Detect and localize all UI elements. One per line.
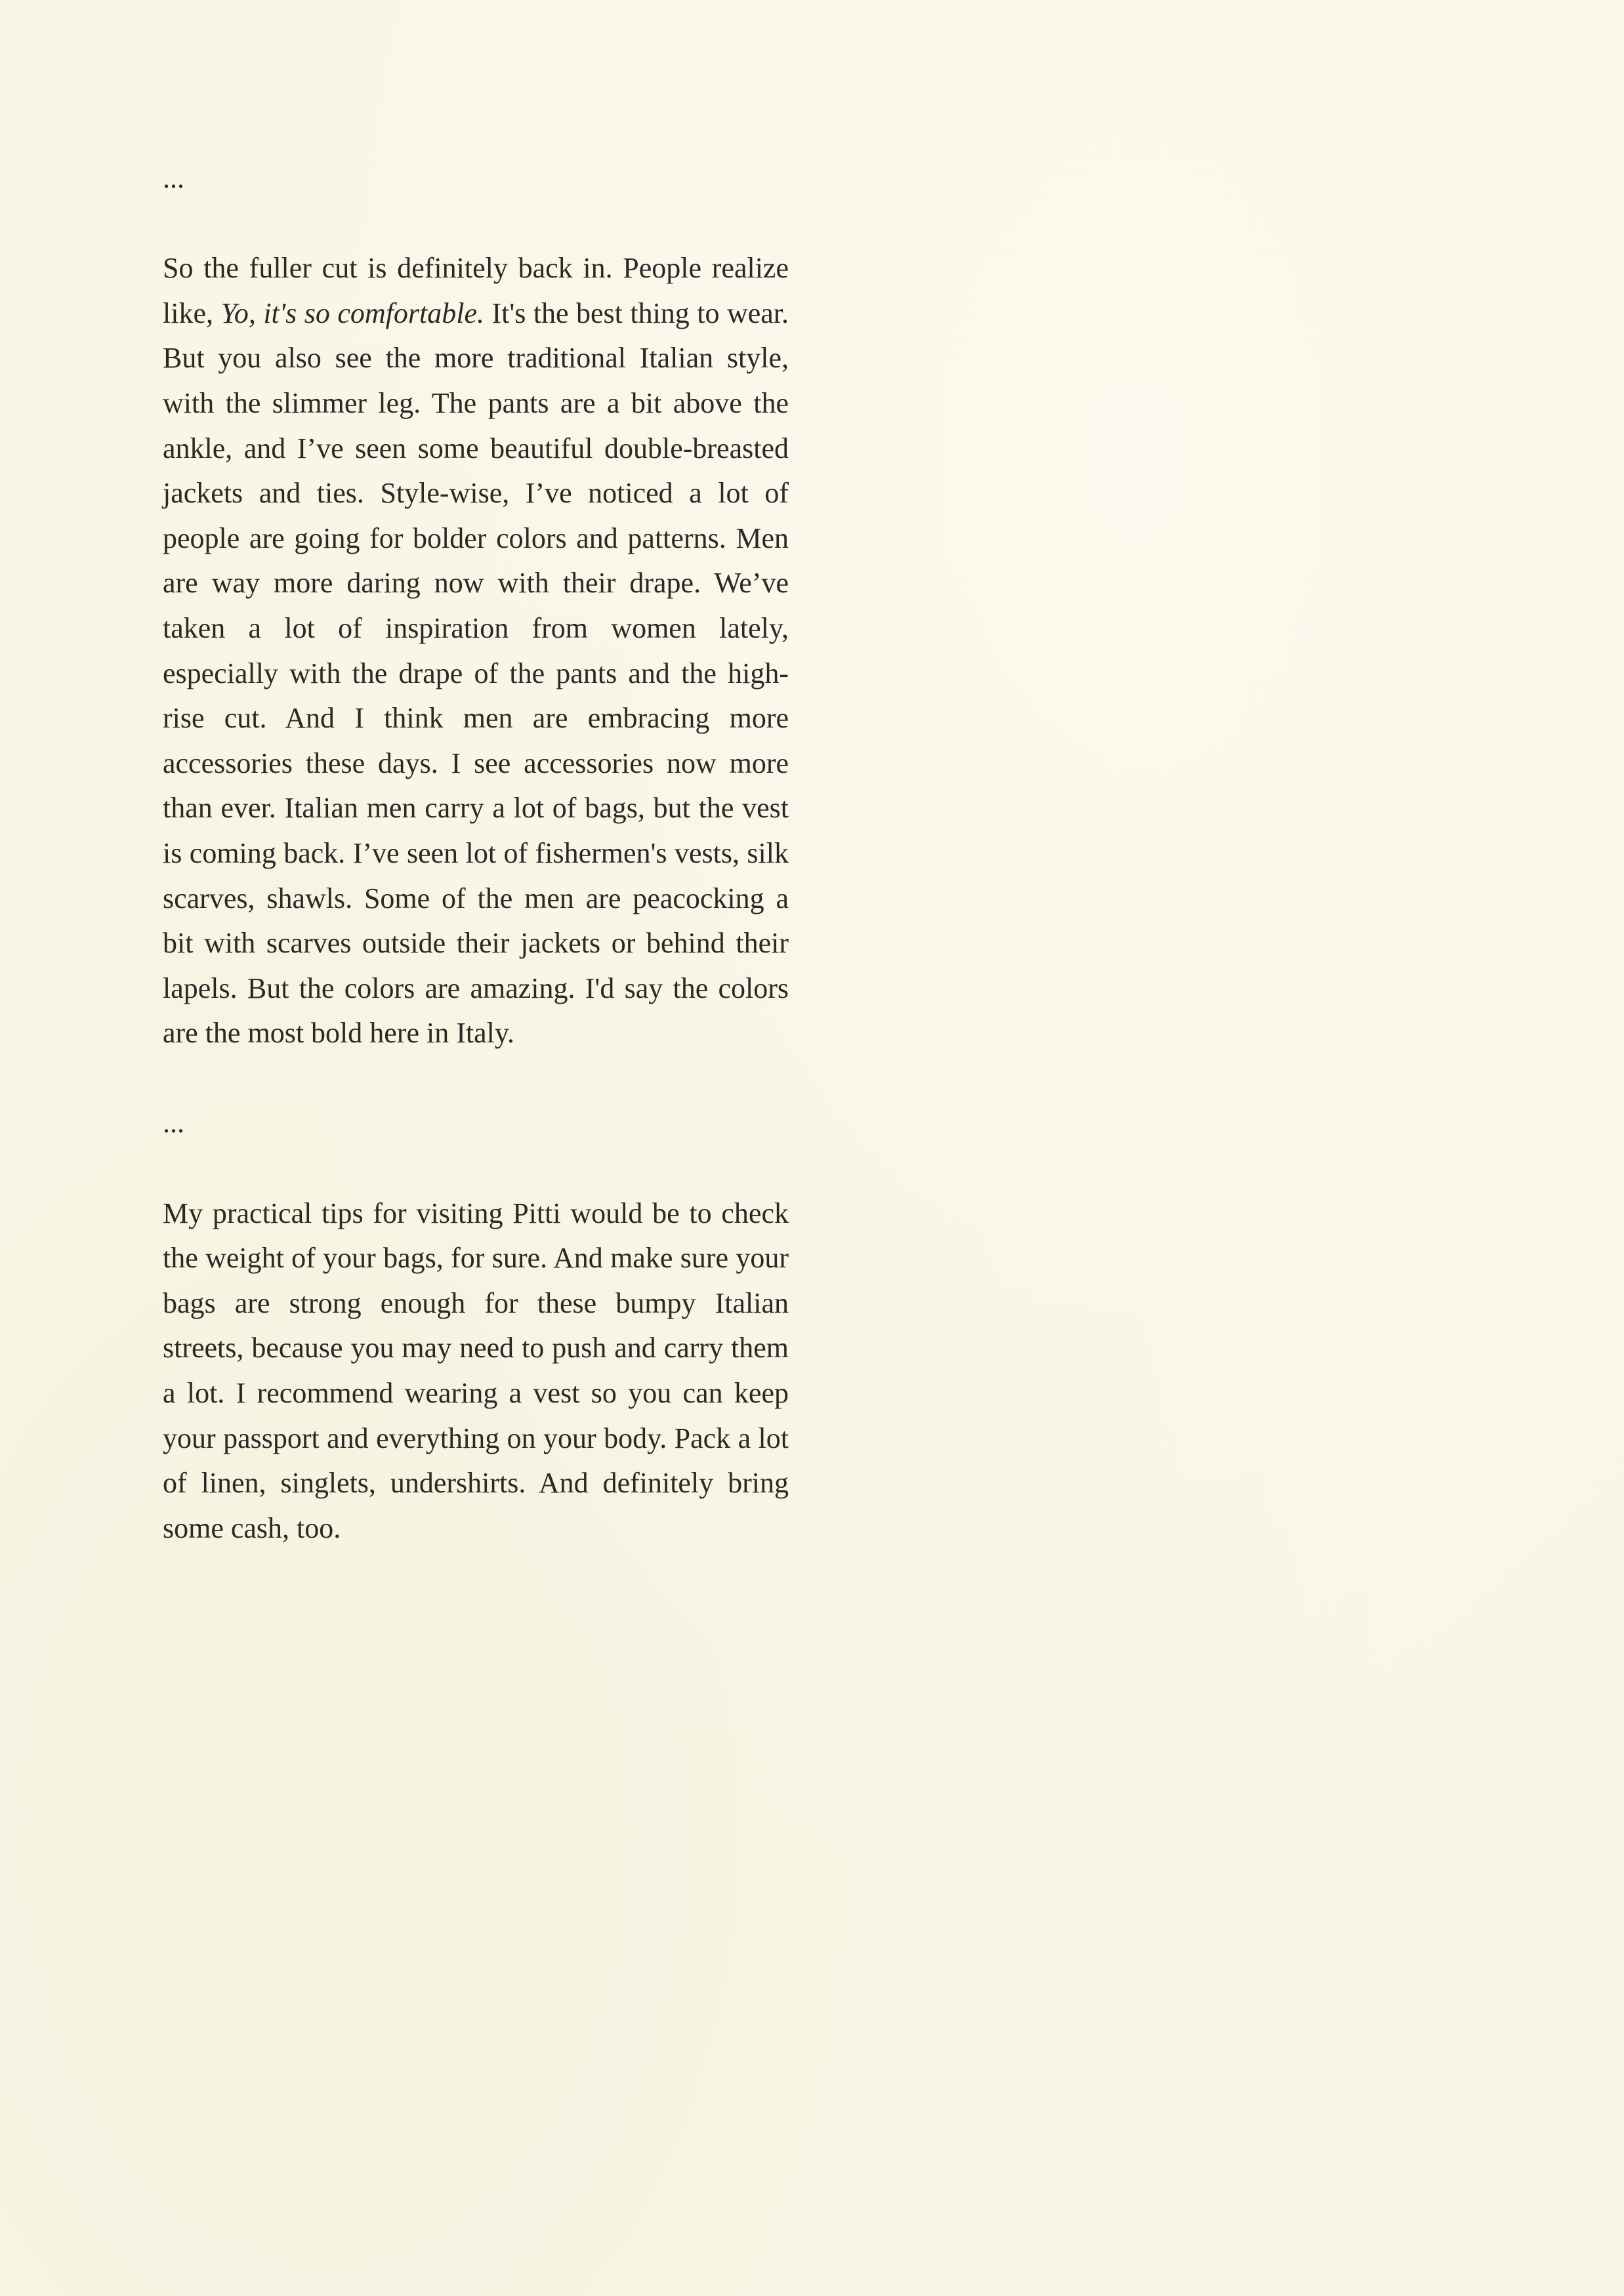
- paragraph-1-text-start: So the fuller cut is definitely back in. People realize like,: [163, 252, 789, 329]
- paragraph-style-observations: [163, 246, 789, 1056]
- ellipsis-top: ...: [163, 162, 184, 194]
- paragraph-gap: [163, 201, 789, 247]
- paragraph-practical-tips: My practical tips for visiting Pitti would be to check the weight of your bags, for sure. And make sure your bags are strong enough for these bumpy Italian streets, because you may need to push and carry them a lot. I recommend wearing a vest so you can keep your passport and everything on your body. Pack a lot of linen, singlets, undershirts. And definitely bring some cash, too.: [163, 1197, 789, 1544]
- italic-quote: Yo, it's so comfortable.: [220, 297, 484, 329]
- text-column: [163, 156, 789, 1551]
- paragraph-1-text-end: It's the best thing to wear. But you also see the more traditional Italian style, with the slimmer leg. The pants are a bit above the ankle, and I’ve seen some beautiful double-breasted jackets and ties. Style-wise, I’ve noticed a lot of people are going for bolder colors and patterns. Men are way more daring now with their drape. We’ve taken a lot of inspiration from women lately, especially with the drape of the pants and the high-rise cut. And I think men are embracing more accessories these days. I see accessories now more than ever. Italian men carry a lot of bags, but the vest is coming back. I’ve seen lot of fishermen's vests, silk scarves, shawls. Some of the men are peacocking a bit with scarves outside their jackets or behind their lapels. But the colors are amazing. I'd say the colors are the most bold here in Italy.: [163, 297, 789, 1050]
- paragraph-gap: [163, 1146, 789, 1191]
- paragraph-gap: [163, 1056, 789, 1101]
- ellipsis-middle: ...: [163, 1107, 184, 1139]
